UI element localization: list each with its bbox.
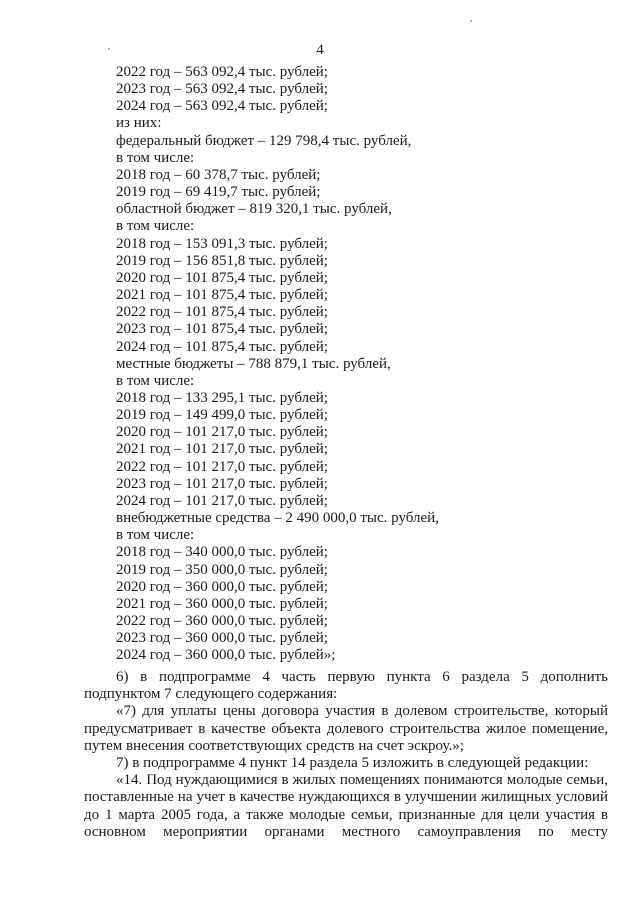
list-line: областной бюджет – 819 320,1 тыс. рублей,: [116, 201, 392, 218]
list-line: 2021 год – 101 217,0 тыс. рублей;: [116, 441, 328, 458]
list-line: 2020 год – 101 875,4 тыс. рублей;: [116, 269, 328, 286]
list-line: 2018 год – 153 091,3 тыс. рублей;: [116, 235, 328, 252]
list-line: 2023 год – 101 217,0 тыс. рублей;: [116, 475, 328, 492]
list-line: 2024 год – 101 875,4 тыс. рублей;: [116, 338, 328, 355]
list-line: 2019 год – 350 000,0 тыс. рублей;: [116, 561, 328, 578]
list-line: 2020 год – 101 217,0 тыс. рублей;: [116, 424, 328, 441]
list-line: 2024 год – 101 217,0 тыс. рублей;: [116, 492, 328, 509]
list-line: федеральный бюджет – 129 798,4 тыс. рублей,: [116, 132, 412, 149]
list-line: 2018 год – 133 295,1 тыс. рублей;: [116, 389, 328, 406]
list-line: 2024 год – 360 000,0 тыс. рублей»;: [116, 647, 336, 664]
scan-speck: [108, 48, 110, 50]
list-line: 2018 год – 60 378,7 тыс. рублей;: [116, 166, 321, 183]
paragraph-item-6: 6) в подпрограмме 4 часть первую пункта 6 раздела 5 дополнить подпунктом 7 следующего содержания:: [84, 669, 608, 703]
list-line: в том числе:: [116, 218, 195, 235]
list-line: 2019 год – 149 499,0 тыс. рублей;: [116, 407, 328, 424]
list-line: внебюджетные средства – 2 490 000,0 тыс. рублей,: [116, 510, 439, 527]
paragraph-item-7: 7) в подпрограмме 4 пункт 14 раздела 5 изложить в следующей редакции:: [116, 755, 589, 772]
page-number: 4: [316, 42, 324, 58]
paragraph-point-14-quote: «14. Под нуждающимися в жилых помещениях понимаются молодые семьи, поставленные на учет в качестве нуждающихся в улучшении жилищных условий до 1 марта 2005 года, а также молодые семьи, признанные для цели участия в основном мероприятии органами местного самоуправления по месту: [84, 772, 608, 840]
list-line: 2022 год – 360 000,0 тыс. рублей;: [116, 613, 328, 629]
list-line: 2022 год – 563 092,4 тыс. рублей;: [116, 64, 328, 80]
list-line: местные бюджеты – 788 879,1 тыс. рублей,: [116, 355, 391, 372]
funding-list: [116, 64, 616, 664]
list-line: 2023 год – 360 000,0 тыс. рублей;: [116, 630, 328, 647]
list-line: 2019 год – 156 851,8 тыс. рублей;: [116, 252, 328, 269]
list-line: 2023 год – 563 092,4 тыс. рублей;: [116, 81, 328, 98]
list-line: в том числе:: [116, 372, 195, 389]
list-line: в том числе:: [116, 149, 195, 166]
list-line: 2020 год – 360 000,0 тыс. рублей;: [116, 578, 328, 595]
list-line: в том числе:: [116, 527, 195, 544]
paragraph-subitem-7-quote: «7) для уплаты цены договора участия в долевом строительстве, который предусматривает в качестве объекта долевого строительства жилое помещение, путем внесения соответствующих средств на счет эскроу.»;: [84, 703, 608, 754]
list-line: 2022 год – 101 217,0 тыс. рублей;: [116, 458, 328, 475]
list-line: 2023 год – 101 875,4 тыс. рублей;: [116, 321, 328, 338]
document-body: [84, 669, 608, 841]
scan-speck: [470, 20, 472, 22]
list-line: 2024 год – 563 092,4 тыс. рублей;: [116, 98, 328, 115]
list-line: из них:: [116, 115, 162, 132]
list-line: 2022 год – 101 875,4 тыс. рублей;: [116, 304, 328, 321]
list-line: 2018 год – 340 000,0 тыс. рублей;: [116, 544, 328, 561]
list-line: 2019 год – 69 419,7 тыс. рублей;: [116, 184, 321, 201]
list-line: 2021 год – 360 000,0 тыс. рублей;: [116, 595, 328, 612]
list-line: 2021 год – 101 875,4 тыс. рублей;: [116, 287, 328, 304]
